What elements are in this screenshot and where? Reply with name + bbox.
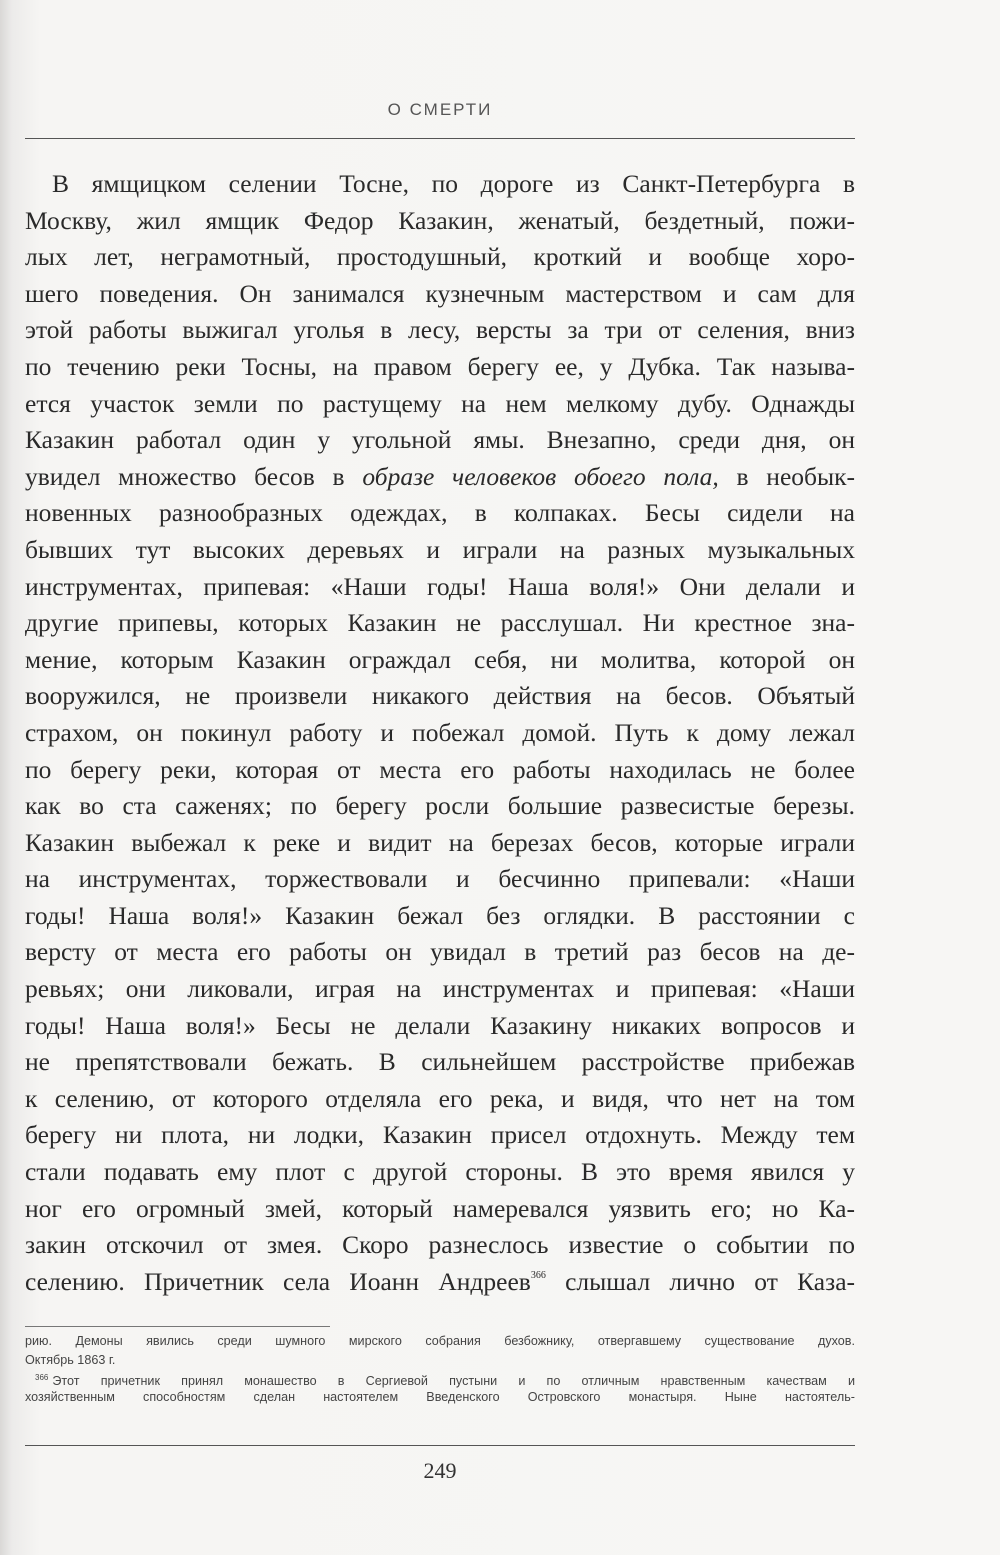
text-line: Казакин выбежал к реке и видит на березах бесов, которые играли xyxy=(25,827,855,857)
text-line: мение, которым Казакин ограждал себя, ни молитва, которой он xyxy=(25,644,855,674)
running-head: О СМЕРТИ xyxy=(387,100,493,119)
text-line-with-footnote-ref xyxy=(25,1264,855,1301)
text-line: страхом, он покинул работу и побежал домой. Путь к дому лежал xyxy=(25,717,855,747)
text-line: годы! Наша воля!» Казакин бежал без оглядки. В расстоянии с xyxy=(25,900,855,930)
text-line: закин отскочил от змея. Скоро разнеслось известие о событии по xyxy=(25,1230,855,1260)
footnote-line xyxy=(25,1369,855,1388)
text-run: увидел множество бесов в xyxy=(25,461,363,491)
text-line: как во ста саженях; по берегу росли большие развесистые березы. xyxy=(25,791,855,821)
body-text xyxy=(25,166,855,1300)
italic-phrase: образе человеков обоего пола, xyxy=(362,461,719,491)
footnotes xyxy=(25,1332,855,1406)
text-line-with-italic xyxy=(25,459,855,496)
text-line: бывших тут высоких деревьях и играли на разных музыкальных xyxy=(25,534,855,564)
text-line: В ямщицком селении Тосне, по дороге из Санкт-Петербурга в xyxy=(52,169,855,198)
text-line: Казакин работал один у угольной ямы. Внезапно, среди дня, он xyxy=(25,425,855,455)
text-line: по течению реки Тосны, на правом берегу ее, у Дубка. Так называ- xyxy=(25,351,855,381)
footer-rule xyxy=(25,1445,855,1446)
text-line: версту от места его работы он увидал в третий раз бесов на де- xyxy=(25,937,855,967)
footnote-number: 366 xyxy=(35,1373,49,1383)
footnote-reference: 366 xyxy=(530,1269,546,1281)
text-run: в необык- xyxy=(718,461,855,491)
text-run: селению. Причетник села Иоанн Андреев xyxy=(25,1266,531,1296)
text-line: новенных разнообразных одеждах, в колпаках. Бесы сидели на xyxy=(25,498,855,528)
footnote-rule xyxy=(25,1326,330,1327)
text-line: ревьях; они ликовали, играя на инструментах и припевая: «Наши xyxy=(25,974,855,1004)
text-line: другие припевы, которых Казакин не расслушал. Ни крестное зна- xyxy=(25,608,855,638)
footnote-line: хозяйственным способностям сделан настоятелем Введенского Островского монастыря. Ныне настоятель- xyxy=(25,1389,855,1404)
text-line: на инструментах, торжествовали и бесчинно припевали: «Наши xyxy=(25,864,855,894)
text-line: по берегу реки, которая от места его работы находилась не более xyxy=(25,754,855,784)
page-number: 249 xyxy=(423,1458,457,1483)
header-rule xyxy=(25,138,855,139)
text-line: инструментах, припевая: «Наши годы! Наша воля!» Они делали и xyxy=(25,571,855,601)
footnote-line: рию. Демоны явились среди шумного мирского собрания безбожнику, отвергавшему существование духов. xyxy=(25,1334,855,1348)
text-line: не препятствовали бежать. В сильнейшем расстройстве прибежав xyxy=(25,1047,855,1077)
text-line: вооружился, не произвели никакого действия на бесов. Объятый xyxy=(25,681,855,711)
footnote-text: Этот причетник принял монашество в Сергиевой пустыни и по отличным нравственным качествам и xyxy=(52,1374,855,1389)
text-line: лых лет, неграмотный, простодушный, кроткий и вообще хоро- xyxy=(25,242,855,272)
text-line: этой работы выжигал уголья в лесу, версты за три от селения, вниз xyxy=(25,315,855,345)
text-line: к селению, от которого отделяла его река, и видя, что нет на том xyxy=(25,1083,855,1113)
text-line: шего поведения. Он занимался кузнечным мастерством и сам для xyxy=(25,278,855,308)
text-line: годы! Наша воля!» Бесы не делали Казакину никаких вопросов и xyxy=(25,1010,855,1040)
text-line: ется участок земли по растущему на нем мелкому дубу. Однажды xyxy=(25,388,855,418)
text-line: ног его огромный змей, который намеревался уязвить его; но Ка- xyxy=(25,1193,855,1223)
text-line: Москву, жил ямщик Федор Казакин, женатый, бездетный, пожи- xyxy=(25,205,855,235)
text-run: слышал лично от Каза- xyxy=(545,1266,856,1296)
text-line: стали подавать ему плот с другой стороны. В это время явился у xyxy=(25,1157,855,1187)
text-line: берегу ни плота, ни лодки, Казакин присел отдохнуть. Между тем xyxy=(25,1120,855,1150)
footnote-line: Октябрь 1863 г. xyxy=(25,1352,116,1367)
